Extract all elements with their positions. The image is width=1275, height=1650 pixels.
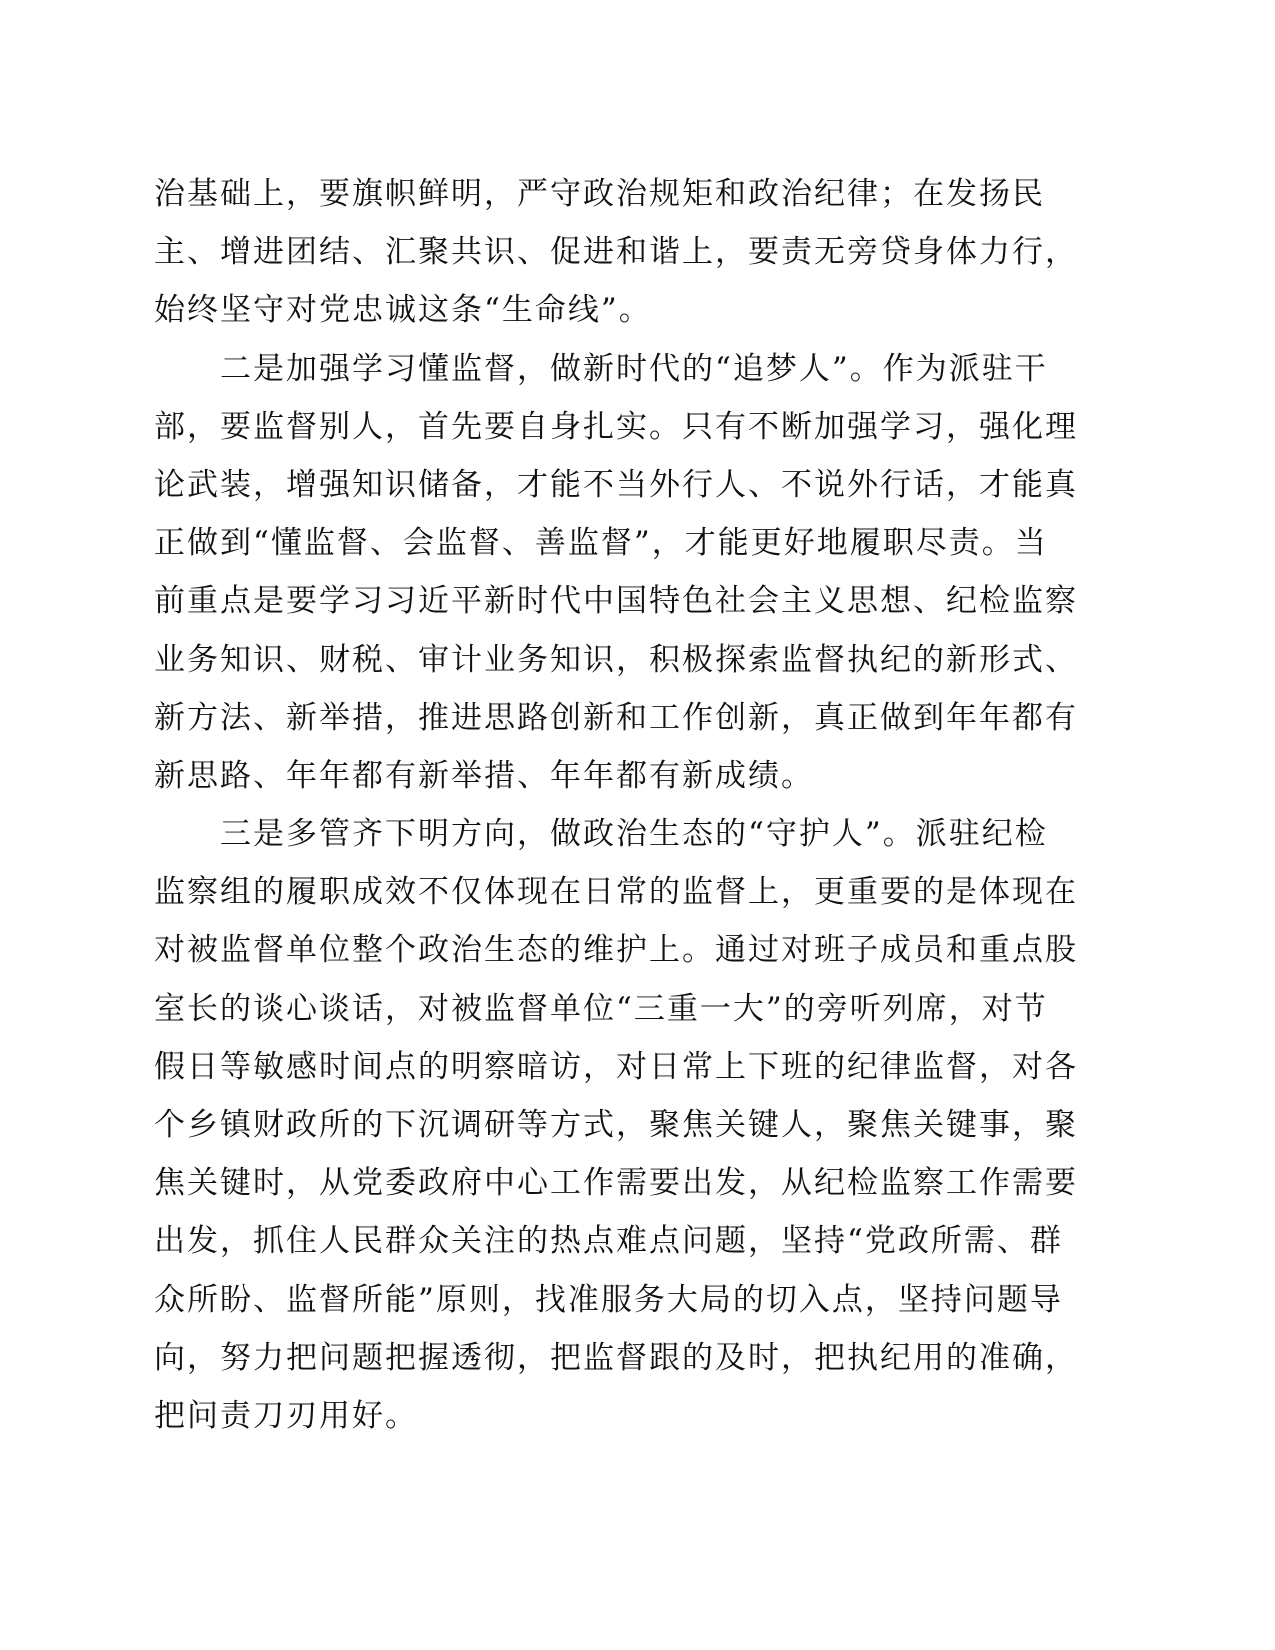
text-line: 新方法、新举措，推进思路创新和工作创新，真正做到年年都有 — [154, 699, 1078, 736]
text-line: 假日等敏感时间点的明察暗访，对日常上下班的纪律监督，对各 — [154, 1048, 1078, 1085]
text-line: 向，努力把问题把握透彻，把监督跟的及时，把执纪用的准确， — [154, 1339, 1078, 1376]
text-line: 正做到“懂监督、会监督、善监督”，才能更好地履职尽责。当 — [154, 525, 1048, 562]
text-line: 二是加强学习懂监督，做新时代的“追梦人”。作为派驻干 — [220, 350, 1048, 387]
paragraph-continuation — [154, 165, 1094, 340]
text-line: 焦关键时，从党委政府中心工作需要出发，从纪检监察工作需要 — [154, 1165, 1078, 1202]
text-line: 业务知识、财税、审计业务知识，积极探索监督执纪的新形式、 — [154, 641, 1078, 678]
text-line: 众所盼、监督所能”原则，找准服务大局的切入点，坚持问题导 — [154, 1281, 1063, 1318]
text-line: 论武装，增强知识储备，才能不当外行人、不说外行话，才能真 — [154, 466, 1078, 503]
paragraph-political-ecology — [154, 805, 1094, 1445]
document-body — [154, 165, 1094, 1445]
text-line: 监察组的履职成效不仅体现在日常的监督上，更重要的是体现在 — [154, 874, 1078, 911]
text-line: 前重点是要学习习近平新时代中国特色社会主义思想、纪检监察 — [154, 583, 1078, 620]
text-line: 主、增进团结、汇聚共识、促进和谐上，要责无旁贷身体力行， — [154, 234, 1078, 271]
text-line: 出发，抓住人民群众关注的热点难点问题，坚持“党政所需、群 — [154, 1223, 1063, 1260]
text-line: 治基础上，要旗帜鲜明，严守政治规矩和政治纪律；在发扬民 — [154, 176, 1045, 212]
text-line: 始终坚守对党忠诚这条“生命线”。 — [154, 292, 652, 329]
text-line: 对被监督单位整个政治生态的维护上。通过对班子成员和重点股 — [154, 932, 1078, 969]
text-line: 新思路、年年都有新举措、年年都有新成绩。 — [154, 757, 814, 794]
text-line: 个乡镇财政所的下沉调研等方式，聚焦关键人，聚焦关键事，聚 — [154, 1107, 1078, 1143]
text-line: 室长的谈心谈话，对被监督单位“三重一大”的旁听列席，对节 — [154, 990, 1048, 1027]
text-line: 部，要监督别人，首先要自身扎实。只有不断加强学习，强化理 — [154, 408, 1078, 445]
paragraph-study-supervision — [154, 340, 1094, 806]
text-line: 把问责刀刃用好。 — [154, 1397, 418, 1434]
text-line: 三是多管齐下明方向，做政治生态的“守护人”。派驻纪检 — [220, 816, 1048, 853]
